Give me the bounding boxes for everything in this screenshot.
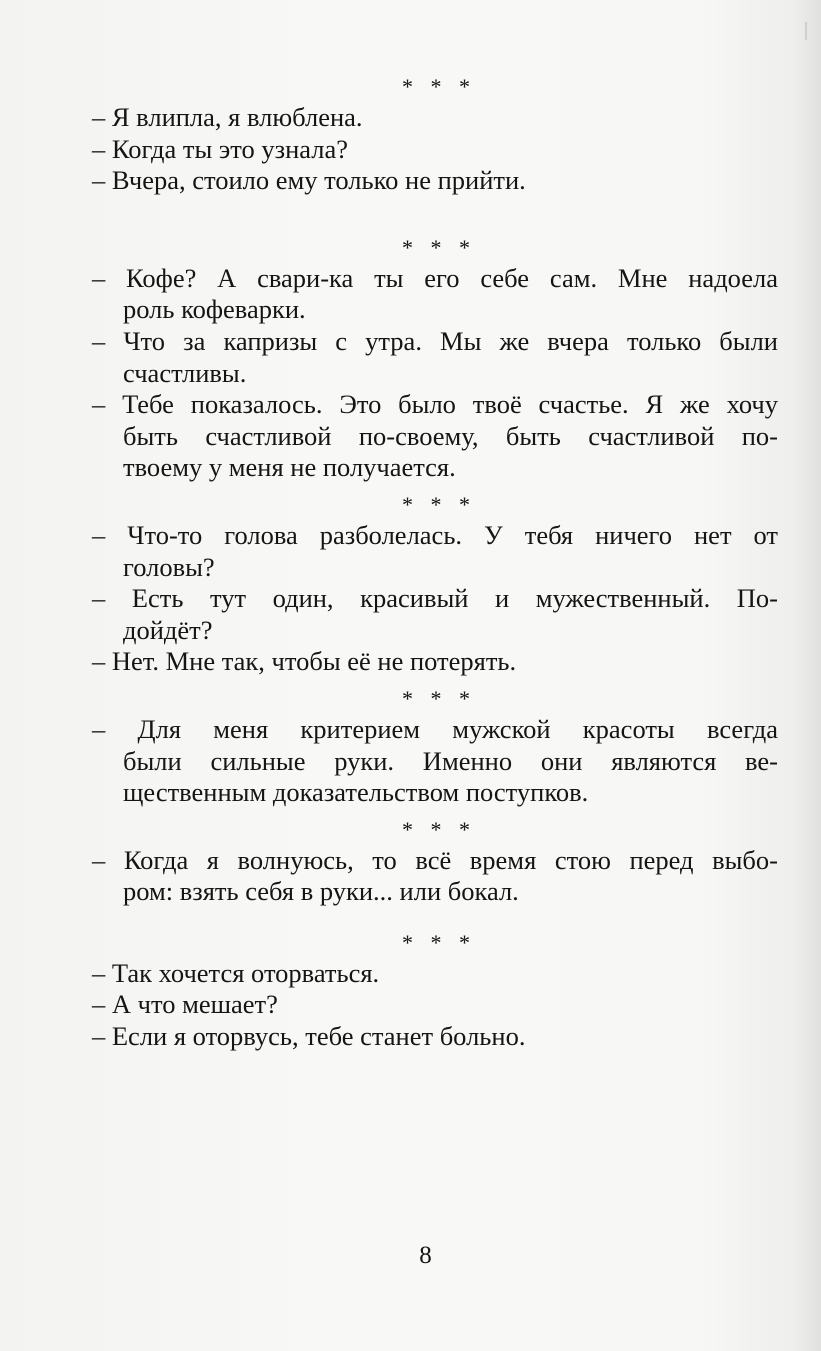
dialogue-line: роль кофеварки.	[123, 294, 306, 325]
dialogue-line: дойдёт?	[123, 614, 213, 645]
dialogue-line: – Что за капризы с утра. Мы же вчера только были	[92, 325, 778, 356]
section-separator: * * *	[402, 929, 476, 955]
dialogue-line: – Когда ты это узнала?	[92, 133, 349, 164]
section-separator: * * *	[402, 816, 476, 842]
dialogue-line: быть счастливой по-своему, быть счастливой по-	[123, 420, 778, 451]
page-edge-shadow	[793, 0, 821, 1351]
dialogue-line: были сильные руки. Именно они являются ве-	[123, 745, 778, 776]
dialogue-line: ром: взять себя в руки... или бокал.	[123, 876, 519, 907]
dialogue-line: – А что мешает?	[92, 989, 278, 1020]
dialogue-line: – Есть тут один, красивый и мужественный. По-	[92, 583, 778, 614]
dialogue-line: – Вчера, стоило ему только не прийти.	[92, 165, 526, 196]
dialogue-line: – Кофе? А свари-ка ты его себе сам. Мне надоела	[92, 262, 778, 293]
dialogue-line: головы?	[123, 551, 215, 582]
section-separator: * * *	[402, 234, 476, 260]
dialogue-line: – Если я оторвусь, тебе станет больно.	[92, 1021, 526, 1052]
page-corner-mark	[805, 22, 807, 40]
dialogue-line: – Для меня критерием мужской красоты всегда	[92, 713, 778, 744]
dialogue-line: – Когда я волнуюсь, то всё время стою перед выбо-	[92, 844, 778, 875]
dialogue-line: – Так хочется оторваться.	[92, 957, 380, 988]
dialogue-line: твоему у меня не получается.	[123, 452, 456, 483]
section-separator: * * *	[402, 491, 476, 517]
dialogue-line: счастливы.	[123, 357, 247, 388]
section-separator: * * *	[402, 685, 476, 711]
section-separator: * * *	[402, 74, 476, 99]
page-text	[92, 72, 778, 1053]
dialogue-line: – Тебе показалось. Это было твоё счастье. Я же хочу	[92, 389, 778, 420]
dialogue-line: – Я влипла, я влюблена.	[92, 102, 363, 132]
dialogue-line: щественным доказательством поступков.	[123, 777, 589, 808]
page-number: 8	[419, 1242, 432, 1269]
dialogue-line: – Нет. Мне так, чтобы её не потерять.	[92, 646, 517, 677]
dialogue-line: – Что-то голова разболелась. У тебя ничего нет от	[92, 519, 778, 550]
